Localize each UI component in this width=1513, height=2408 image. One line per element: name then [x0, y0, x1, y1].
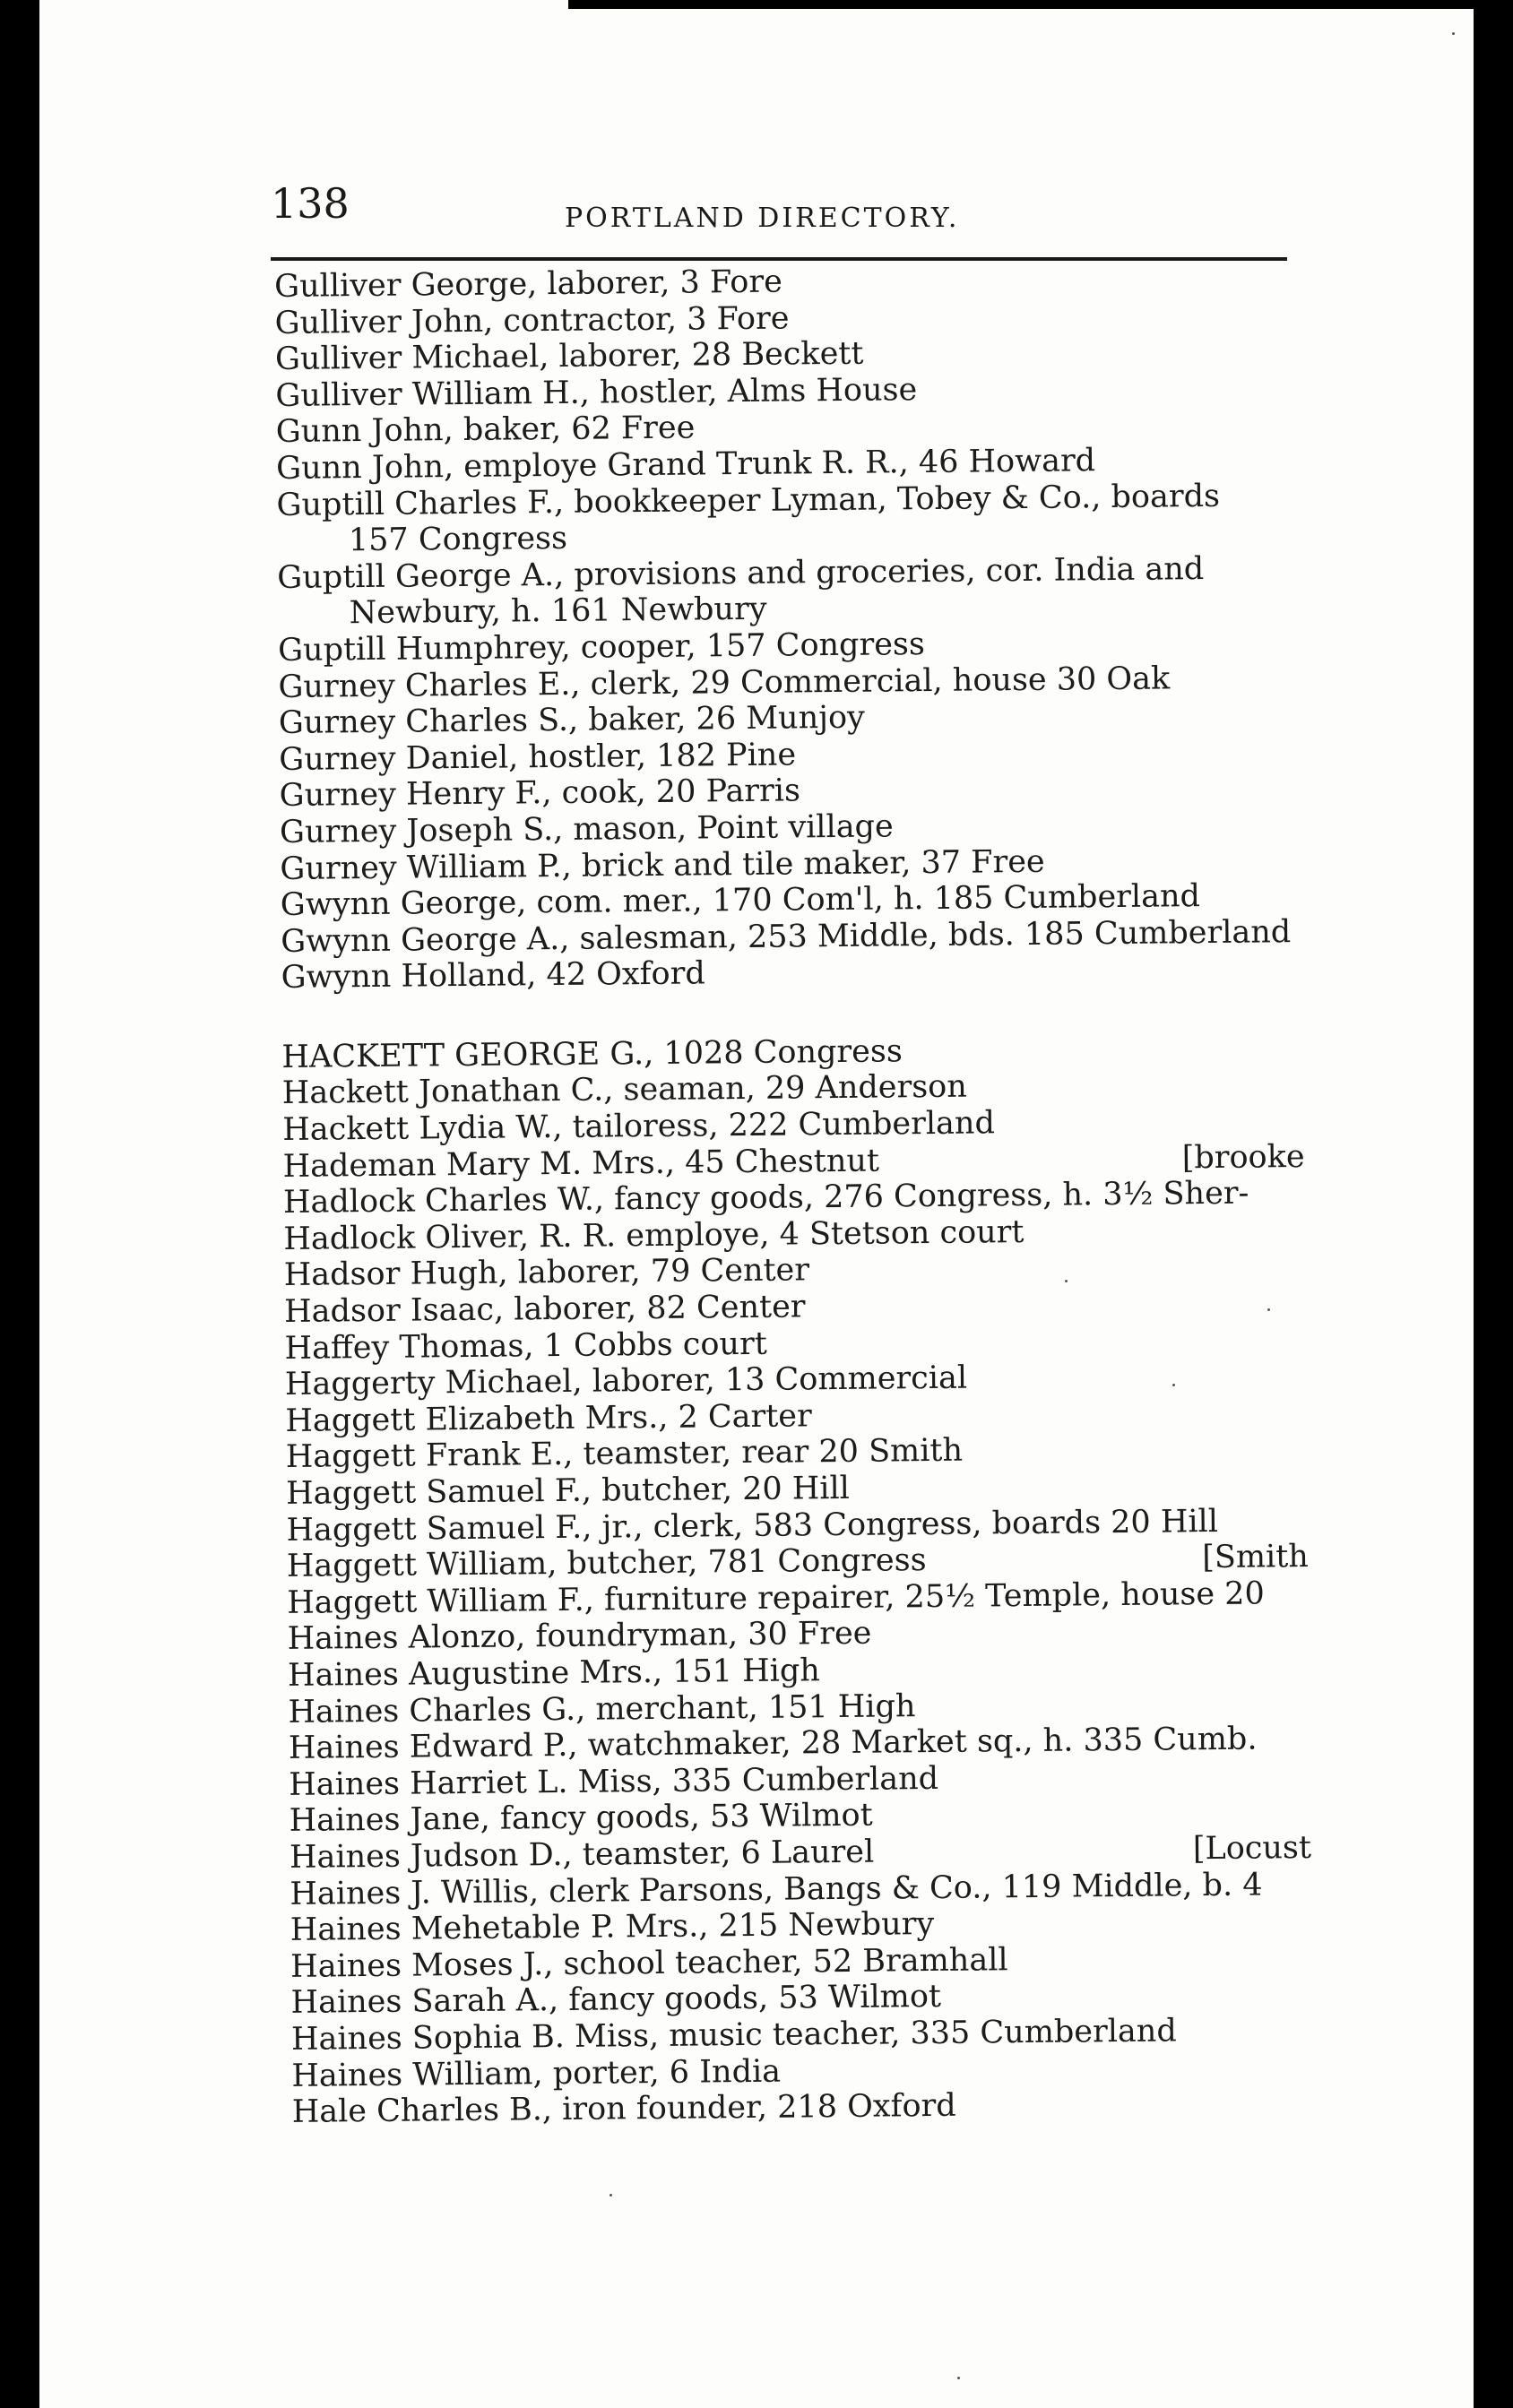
entry-text: Gulliver Michael, laborer, 28 Beckett	[274, 335, 864, 378]
entry-text: Gwynn Holland, 42 Oxford	[281, 955, 705, 997]
entry-text: Gurney Joseph S., mason, Point village	[279, 808, 894, 850]
scan-speck	[610, 2194, 612, 2197]
entry-text: Gulliver William H., hostler, Alms House	[275, 371, 918, 414]
entry-overflow-text: [Locust	[1192, 1829, 1312, 1868]
entry-text: Gwynn George A., salesman, 253 Middle, bds. 185 Cumberland	[281, 913, 1292, 960]
entry-text: Gurney Charles E., clerk, 29 Commercial, house 30 Oak	[278, 660, 1171, 705]
directory-entries	[274, 259, 1314, 2131]
entry-text: Haines Jane, fancy goods, 53 Wilmot	[289, 1798, 873, 1840]
entry-text: Gurney Henry F., cook, 20 Parris	[279, 772, 801, 815]
entry-text: Hadlock Oliver, R. R. employe, 4 Stetson court	[283, 1213, 1025, 1257]
running-head: PORTLAND DIRECTORY.	[565, 203, 960, 234]
entry-text: Gurney William P., brick and tile maker, 37 Free	[280, 843, 1045, 887]
entry-text: Hale Charles B., iron founder, 218 Oxford	[291, 2087, 956, 2130]
entry-text: Haines Judson D., teamster, 6 Laurel	[289, 1834, 875, 1876]
entry-text: Guptill George A., provisions and groceries, cor. India and	[277, 550, 1205, 596]
scan-edge	[568, 0, 1474, 9]
entry-text: HACKETT GEORGE G., 1028 Congress	[281, 1033, 903, 1075]
directory-page	[39, 0, 1474, 2408]
entry-overflow-text: [brooke	[1181, 1138, 1305, 1176]
entry-text: Haines William, porter, 6 India	[291, 2053, 782, 2094]
entry-text: 157 Congress	[348, 521, 568, 559]
entry-text: Haines Augustine Mrs., 151 High	[287, 1653, 821, 1694]
entry-text: Haggett Samuel F., butcher, 20 Hill	[285, 1470, 851, 1512]
page-number: 138	[271, 179, 350, 228]
entry-text: Haines Sarah A., fancy goods, 53 Wilmot	[290, 1979, 942, 2022]
entry-text: Gunn John, employe Grand Trunk R. R., 46 Howard	[275, 443, 1096, 487]
entry-text: Gwynn George, com. mer., 170 Com'l, h. 185 Cumberland	[280, 878, 1201, 924]
entry-text: Guptill Charles F., bookkeeper Lyman, Tobey & Co., boards	[276, 478, 1221, 523]
entry-text: Haines Edward P., watchmaker, 28 Market sq., h. 335 Cumb.	[288, 1721, 1258, 1767]
entry-text: Haines Mehetable P. Mrs., 215 Newbury	[290, 1906, 935, 1949]
entry-text: Haggett William, butcher, 781 Congress	[286, 1542, 927, 1585]
entry-text: Guptill Humphrey, cooper, 157 Congress	[277, 626, 926, 669]
scan-speck	[957, 2377, 960, 2379]
entry-text: Gulliver George, laborer, 3 Fore	[274, 263, 783, 305]
entry-text: Haines J. Willis, clerk Parsons, Bangs & Co., 119 Middle, b. 4	[290, 1867, 1263, 1912]
entry-text: Haggerty Michael, laborer, 13 Commercial	[284, 1359, 968, 1403]
entry-text: Gurney Daniel, hostler, 182 Pine	[279, 737, 797, 778]
entry-text: Haines Charles G., merchant, 151 High	[288, 1687, 916, 1730]
entry-text: Haggett Samuel F., jr., clerk, 583 Congress, boards 20 Hill	[286, 1503, 1219, 1549]
entry-text: Haines Sophia B. Miss, music teacher, 335 Cumberland	[290, 2013, 1177, 2058]
entry-text: Hademan Mary M. Mrs., 45 Chestnut	[282, 1143, 880, 1185]
entry-text: Haggett William F., furniture repairer, 25½ Temple, house 20	[287, 1575, 1265, 1621]
entry-text: Gunn John, baker, 62 Free	[275, 410, 696, 451]
scan-speck	[1267, 1308, 1270, 1311]
entry-text: Hadsor Hugh, laborer, 79 Center	[283, 1252, 810, 1294]
entry-text: Hadsor Isaac, laborer, 82 Center	[283, 1289, 806, 1330]
scan-speck	[1172, 1384, 1175, 1386]
scan-speck	[1452, 32, 1455, 35]
entry-text: Hackett Lydia W., tailoress, 222 Cumberland	[282, 1105, 996, 1149]
entry-text: Haggett Elizabeth Mrs., 2 Carter	[285, 1398, 812, 1439]
scan-speck	[1065, 1280, 1068, 1282]
entry-text: Newbury, h. 161 Newbury	[349, 591, 767, 632]
entry-text: Haggett Frank E., teamster, rear 20 Smith	[285, 1433, 964, 1476]
entry-text: Haines Harriet L. Miss, 335 Cumberland	[289, 1760, 939, 1803]
entry-text: Haines Alonzo, foundryman, 30 Free	[287, 1616, 872, 1658]
entry-text: Gurney Charles S., baker, 26 Munjoy	[278, 699, 866, 742]
entry-text: Hackett Jonathan C., seaman, 29 Anderson	[281, 1069, 968, 1112]
entry-text: Haffey Thomas, 1 Cobbs court	[284, 1325, 767, 1367]
entry-text: Haines Moses J., school teacher, 52 Bramhall	[290, 1941, 1008, 1985]
entry-text: Hadlock Charles W., fancy goods, 276 Congress, h. 3½ Sher-	[282, 1175, 1249, 1221]
entry-text: Gulliver John, contractor, 3 Fore	[274, 300, 790, 341]
entry-overflow-text: [Smith	[1202, 1539, 1310, 1576]
